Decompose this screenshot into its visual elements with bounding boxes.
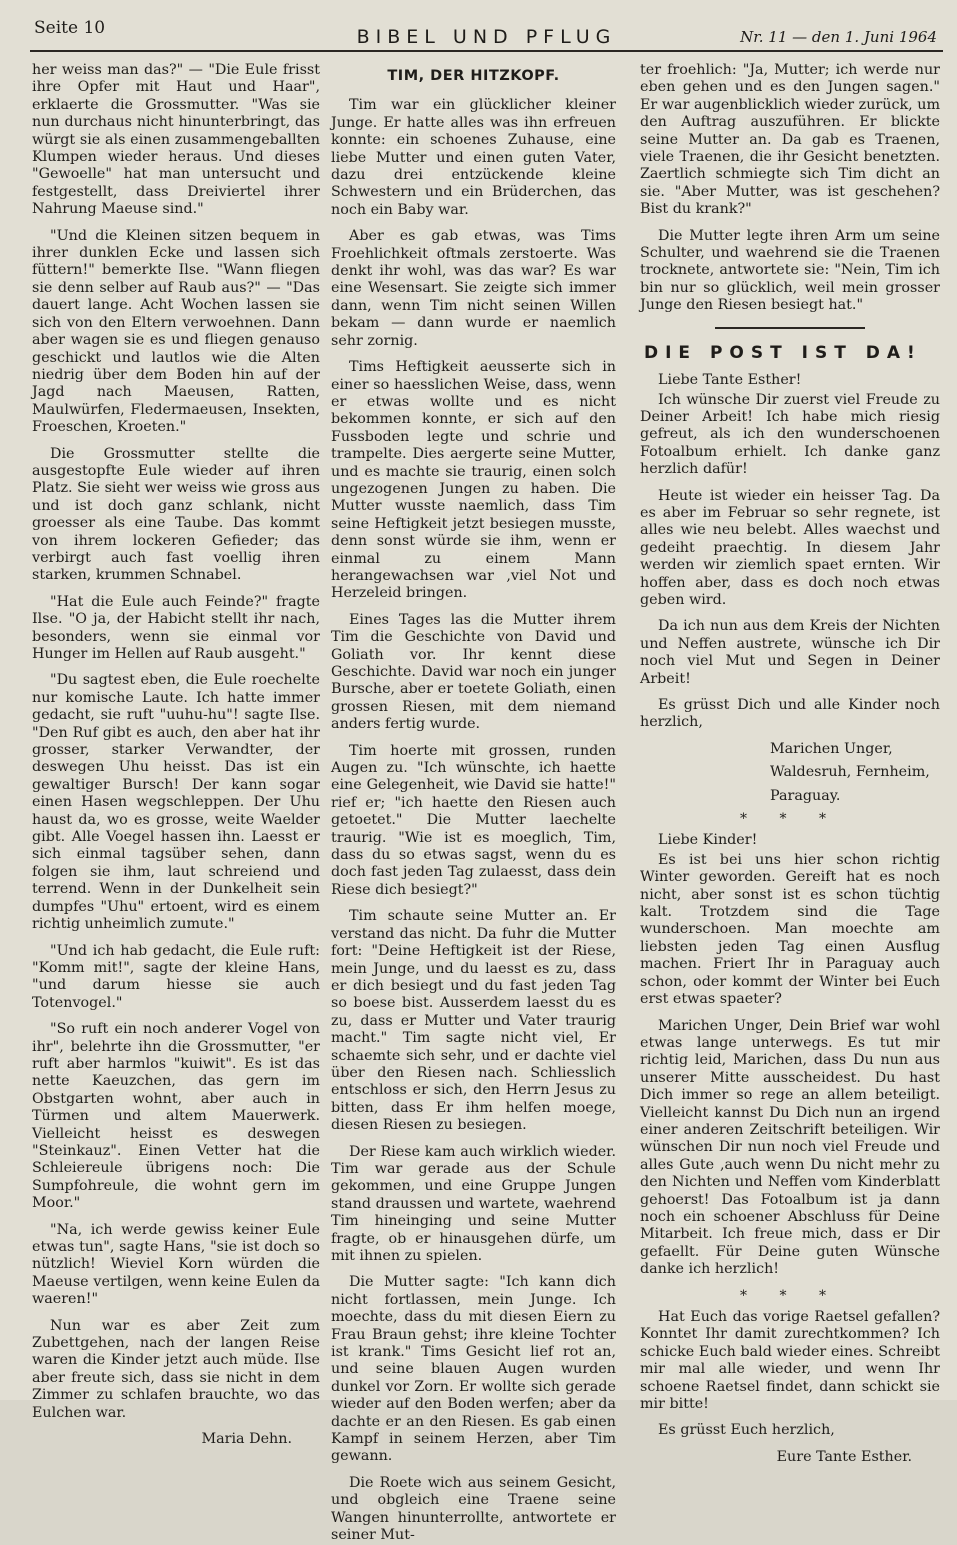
paragraph: her weiss man das?" — "Die Eule frisst ihre Opfer mit Haut und Haar", erklaerte die Grossmutter. "Was sie nun durchaus nicht hinunterbringt, das würgt sie als einen zusammengeballten Klumpen wieder heraus. Und dieses "Gewoelle" hat man untersucht und festgestellt, dass Dreiviertel ihrer Nahrung Maeuse sind." [32,62,320,218]
paragraph: Aber es gab etwas, was Tims Froehlichkeit oftmals zerstoerte. Was denkt ihr wohl, was das war? Es war eine Wesensart. Sie zeigte sich immer dann, wenn Tim nicht seinen Willen bekam — dann wurde er naemlich sehr zornig. [331,228,616,349]
paragraph: Die Roete wich aus seinem Gesicht, und obgleich eine Traene seine Wangen hinunterrollte, antwortete er seiner Mut- [331,1474,616,1544]
article-heading: TIM, DER HITZKOPF. [387,68,560,84]
paragraph: Tim war ein glücklicher kleiner Junge. Er hatte alles was ihn erfreuen konnte: ein schoenes Zuhause, eine liebe Mutter und einen guten Vater, dazu drei entzückende kleine Schwestern und ein Brüderchen, das noch ein Baby war. [331,97,616,218]
address-line: Paraguay. [770,787,841,804]
paragraph: "So ruft ein noch anderer Vogel von ihr", belehrte ihn die Grossmutter, "er ruft aber harmlos "kuiwit". Es ist das nette Kaeuzchen, das gern im Obstgarten wohnt, aber auch in Türmen und altem Mauerwerk. Vielleicht heisst es deswegen "Steinkauz". Einen Vetter hat die Schleiereule übrigens noch: Die Sumpfohreule, die wohnt gern im Moor." [32,1021,320,1212]
letter-salutation: Liebe Kinder! [658,832,758,849]
paragraph: Heute ist wieder ein heisser Tag. Da es aber im Februar so sehr regnete, ist alles wie neu belebt. Alles waechst und gedeiht praechtig. In diesem Jahr werden wir ziemlich spaet ernten. Wir hoffen aber, dass es doch noch etwas geben wird. [640,487,940,608]
paragraph: Die Mutter legte ihren Arm um seine Schulter, und waehrend sie die Traenen trocknete, antwortete sie: "Nein, Tim ich bin nur so glücklich, weil mein grosser Junge den Riesen besiegt hat." [640,227,940,314]
author-signature: Maria Dehn. [201,1431,292,1448]
paragraph: Es ist bei uns hier schon richtig Winter geworden. Gereift hat es noch nicht, aber sonst ist es schon tüchtig kalt. Trotzdem sind die Tage wunderschoen. Man moechte am liebsten jeden Tag einen Ausflug machen. Friert Ihr in Paraguay auch schon, oder kommt der Winter bei Euch erst etwas spaeter? [640,851,940,1008]
paragraph: "Hat die Eule auch Feinde?" fragte Ilse. "O ja, der Habicht stellt ihr nach, besonders, wenn sie einmal vor Hunger im Hellen auf Raub ausgeht." [32,593,320,662]
paragraph: Da ich nun aus dem Kreis der Nichten und Neffen austrete, wünsche ich Dir noch viel Mut und Segen in Deiner Arbeit! [640,618,940,687]
paragraph: ter froehlich: "Ja, Mutter; ich werde nur eben gehen und es den Jungen sagen." Er war augenblicklich wieder zurück, um den Auftrag auszuführen. Er blickte seine Mutter an. Da gab es Traenen, viele Traenen, die ihr Gesicht benetzten. Zaertlich schmiegte sich Tim dicht an sie. "Aber Mutter, was ist geschehen? Bist du krank?" [640,62,940,218]
section-divider [715,327,865,329]
section-heading: DIE POST IST DA! [644,342,922,363]
address-line: Marichen Unger, [770,740,893,757]
column-owl-story [32,62,320,1448]
editor-signature: Eure Tante Esther. [776,1448,912,1465]
paragraph: Marichen Unger, Dein Brief war wohl etwas lange unterwegs. Es tut mir richtig leid, Marichen, dass Du nun aus unserer Mitte ausscheidest. Du hast Dich immer so rege an allem beteiligt. Vielleicht kannst Du Dich nun an irgend einer anderen Zeitschrift beteiligen. Wir wünschen Dir nun noch viel Freude und alles Gute ,auch wenn Du nicht mehr zu den Nichten und Neffen vom Kinderblatt gehoerst! Das Fotoalbum ist ja dann noch ein schoener Abschluss für Deine Mitarbeit. Ich freue mich, dass er Dir gefaellt. Für Deine guten Wünsche danke ich herzlich! [640,1017,940,1278]
paragraph: Der Riese kam auch wirklich wieder. Tim war gerade aus der Schule gekommen, und eine Gruppe Jungen stand draussen und wartete, waehrend Tim hineinging und seine Mutter fragte, ob er hinausgehen dürfe, um mit ihnen zu spielen. [331,1143,616,1264]
publication-title: BIBEL UND PFLUG [356,26,617,48]
column-tim-story [331,62,616,1544]
masthead [30,14,943,52]
paragraph: Tim schaute seine Mutter an. Er verstand das nicht. Da fuhr die Mutter fort: "Deine Heftigkeit ist der Riese, mein Junge, und du laesst es zu, dass er dich besiegt und du fast jeden Tag so boese bist. Ausserdem laesst du es zu, dass er Mutter und Vater traurig macht." Tim sagte nicht viel, Er schaemte sich sehr, und er dachte viel über den Riesen nach. Schliesslich entschloss er sich, den Herrn Jesus zu bitten, dass Er ihm helfen moege, diesen Riesen zu besiegen. [331,908,616,1134]
paragraph: Es grüsst Euch herzlich, [658,1422,835,1439]
paragraph: Tims Heftigkeit aeusserte sich in einer so haesslichen Weise, dass, wenn er etwas wollte und es nicht bekommen konnte, er sich auf den Fussboden legte und schrie und trampelte. Dies aergerte seine Mutter, und es machte sie traurig, einen solch ungezogenen Jungen zu haben. Die Mutter wusste naemlich, dass Tim seine Heftigkeit jetzt besiegen musste, denn sonst würde sie ihm, wenn er einmal zu einem Mann herangewachsen war ,viel Not und Herzeleid bringen. [331,359,616,602]
paragraph: Tim hoerte mit grossen, runden Augen zu. "Ich wünschte, ich haette eine Gelegenheit, wie David sie hatte!" rief er; "ich haette den Riesen auch getoetet." Die Mutter laechelte traurig. "Wie ist es moeglich, Tim, dass du so etwas sagst, wenn du es doch fast jeden Tag zulaesst, dass dein Riese dich besiegt?" [331,742,616,898]
paragraph: Eines Tages las die Mutter ihrem Tim die Geschichte von David und Goliath vor. Ihr kennt diese Geschichte. David war noch ein junger Bursche, aber er toetete Goliath, einen grossen Riesen, mit dem niemand anders fertig wurde. [331,611,616,733]
paragraph: Die Grossmutter stellte die ausgestopfte Eule wieder auf ihren Platz. Sie sieht wer weiss wie gross aus und ist doch ganz schlank, nicht groesser als eine Taube. Das kommt von ihrem lockeren Gefieder; das verbirgt auch fast voellig ihren starken, krummen Schnabel. [32,445,320,584]
paragraph: "Na, ich werde gewiss keiner Eule etwas tun", sagte Hans, "sie ist doch so nützlich! Wieviel Korn würden die Maeuse vertilgen, wenn keine Eulen da waeren!" [32,1221,320,1308]
paragraph: Es grüsst Dich und alle Kinder noch herzlich, [640,697,940,731]
paragraph: Hat Euch das vorige Raetsel gefallen? Konntet Ihr damit zurechtkommen? Ich schicke Euch bald wieder eines. Schreibt mir mal alle wieder, und wenn Ihr schoene Raetsel findet, dann schickt sie mir bitte! [640,1309,940,1413]
paragraph: Nun war es aber Zeit zum Zubettgehen, nach der langen Reise waren die Kinder jetzt auch müde. Ilse aber freute sich, dass sie nicht in dem Zimmer zu schlafen brauchte, wo das Eulchen war. [32,1317,320,1421]
paragraph: "Und ich hab gedacht, die Eule ruft: "Komm mit!", sagte der kleine Hans, "und darum hiesse sie auch Totenvogel." [32,942,320,1011]
issue-date: Nr. 11 — den 1. Juni 1964 [740,28,937,46]
column-letters [640,62,940,1465]
separator-stars: * * * [740,811,840,828]
paragraph: Die Mutter sagte: "Ich kann dich nicht fortlassen, mein Junge. Ich moechte, dass du mit diesen Eiern zu Frau Braun gehst; ihre kleine Tochter ist krank." Tims Gesicht lief rot an, und seine blauen Augen wurden dunkel vor Zorn. Er wollte sich gerade wieder auf den Boden werfen; aber da dachte er an den Riesen. Es gab einen Kampf in seinem Herzen, aber Tim gewann. [331,1274,616,1465]
paragraph: "Und die Kleinen sitzen bequem in ihrer dunklen Ecke und lassen sich füttern!" bemerkte Ilse. "Wann fliegen sie denn selber auf Raub aus?" — "Das dauert lange. Acht Wochen lassen sie sich von den Eltern verwoehnen. Dann aber wagen sie es und fliegen genauso geschickt und lautlos wie die Alten niedrig über dem Boden hin auf der Jagd nach Maeusen, Ratten, Maulwürfen, Fledermaeusen, Insekten, Froeschen, Kroeten." [32,227,320,436]
letter-salutation: Liebe Tante Esther! [658,372,802,389]
paragraph: "Du sagtest eben, die Eule roechelte nur komische Laute. Ich hatte immer gedacht, sie ruft "uuhu-hu"! sagte Ilse. "Den Ruf gibt es auch, den aber hat ihr grosser, starker Verwandter, der deswegen Uhu heisst. Das ist ein gewaltiger Bursch! Der kann sogar einen Hasen wegschleppen. Der Uhu haust da, wo es grosse, weite Waelder gibt. Alle Voegel hassen ihn. Laesst er sich einmal tagsüber sehen, dann folgen sie ihm, laut schreiend und terrend. Wenn in der Dunkelheit sein dumpfes "Uhu" ertoent, wird es einem richtig unheimlich zumute." [32,672,320,933]
sender-address [640,741,940,805]
page-number: Seite 10 [34,18,106,38]
separator-stars: * * * [740,1287,840,1304]
paragraph: Ich wünsche Dir zuerst viel Freude zu Deiner Arbeit! Ich habe mich riesig gefreut, als ich den wunderschoenen Fotoalbum erhielt. Ich danke ganz herzlich dafür! [640,391,940,478]
address-line: Waldesruh, Fernheim, [770,764,930,781]
